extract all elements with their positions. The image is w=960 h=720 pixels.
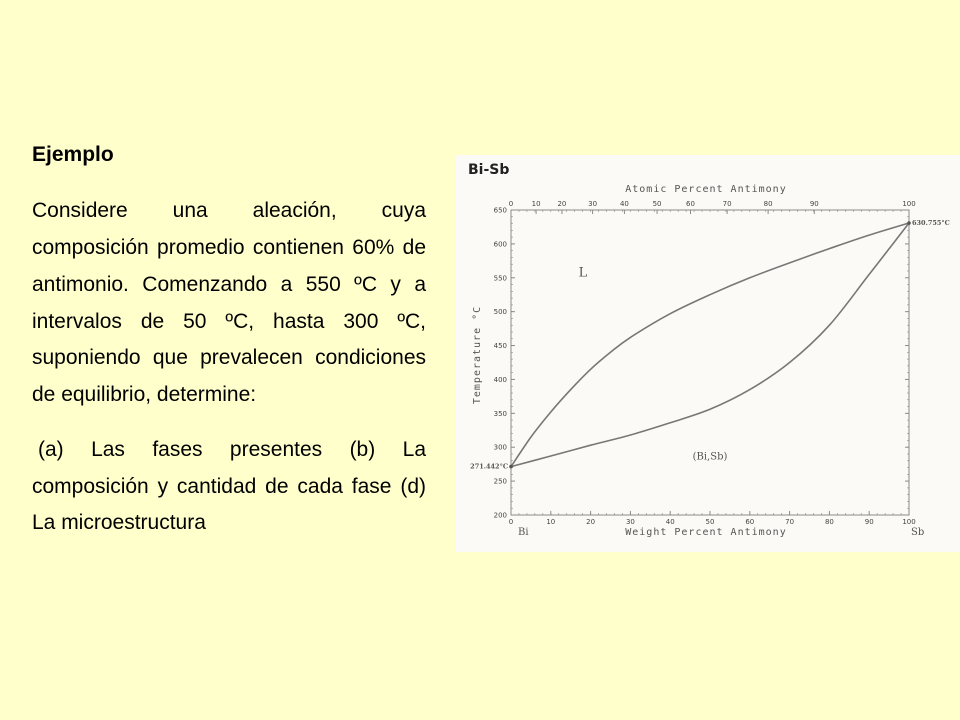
liquidus-curve: [511, 223, 909, 467]
y-tick-label: 650: [493, 206, 507, 215]
label-liquid: L: [578, 265, 588, 281]
top-tick-label: 70: [722, 200, 732, 208]
y-tick-label: 400: [493, 375, 507, 384]
annotations: [470, 219, 950, 471]
top-tick-label: 100: [902, 200, 916, 208]
x-axis-label: Weight Percent Antimony: [625, 527, 787, 538]
top-tick-label: 60: [686, 200, 695, 208]
top-tick-label: 90: [809, 200, 819, 208]
slide-heading: Ejemplo: [32, 143, 114, 166]
top-tick-label: 30: [588, 200, 598, 208]
top-tick-label: 50: [652, 200, 662, 208]
questions-list: (a) Las fases presentes (b) La composición y cantidad de cada fase (d) La microestructura: [32, 437, 426, 535]
x-tick-label: 20: [586, 518, 596, 526]
y-tick-label: 600: [493, 240, 507, 249]
y-tick-label: 450: [493, 342, 507, 351]
sb-end-label: Sb: [911, 527, 925, 538]
x-tick-label: 80: [824, 518, 834, 526]
label-bi-melting-point: 271.442°C: [470, 462, 508, 471]
top-tick-label: 40: [619, 200, 629, 208]
sb-melting-point-marker: [907, 221, 911, 225]
top-tick-label: 10: [531, 200, 541, 208]
phase-curves: [511, 223, 909, 467]
x-tick-label: 40: [665, 518, 675, 526]
x-tick-label: 10: [546, 518, 556, 526]
x-tick-label: 70: [785, 518, 795, 526]
bi-end-label: Bi: [518, 527, 529, 538]
y-tick-label: 550: [493, 274, 507, 283]
y-tick-label: 500: [493, 308, 507, 317]
top-tick-label: 20: [557, 200, 567, 208]
y-tick-label: 350: [493, 409, 507, 418]
top-axis-label: Atomic Percent Antimony: [625, 184, 787, 195]
x-tick-label: 0: [508, 518, 514, 526]
phase-diagram-figure: [456, 155, 960, 552]
y-tick-label: 300: [493, 443, 507, 452]
y-tick-label: 200: [493, 511, 507, 520]
label-sb-melting-point: 630.755°C: [912, 219, 950, 228]
y-tick-label: 250: [493, 477, 507, 486]
top-tick-label: 0: [508, 200, 514, 208]
text-block: [32, 140, 426, 560]
x-tick-label: 90: [864, 518, 874, 526]
problem-statement: Considere una aleación, cuya composición promedio contienen 60% de antimonio. Comenzando a 550 ºC y a intervalos de 50 ºC, hasta 300 ºC, suponiendo que prevalecen condiciones de equilibrio, determine:: [32, 199, 426, 407]
chart-title: Bi-Sb: [468, 162, 510, 178]
x-tick-label: 60: [745, 518, 755, 526]
top-tick-label: 80: [763, 200, 773, 208]
x-tick-label: 30: [625, 518, 635, 526]
solidus-curve: [511, 223, 909, 467]
label-solid-solution: (Bi,Sb): [692, 451, 728, 463]
x-tick-label: 100: [902, 518, 916, 526]
bi-melting-point-marker: [509, 465, 513, 469]
y-axis-label: Temperature °C: [472, 305, 483, 405]
plot-frame: [511, 210, 909, 515]
phase-diagram-chart: [456, 155, 960, 552]
x-tick-label: 50: [705, 518, 715, 526]
axis-ticks: [494, 200, 916, 526]
